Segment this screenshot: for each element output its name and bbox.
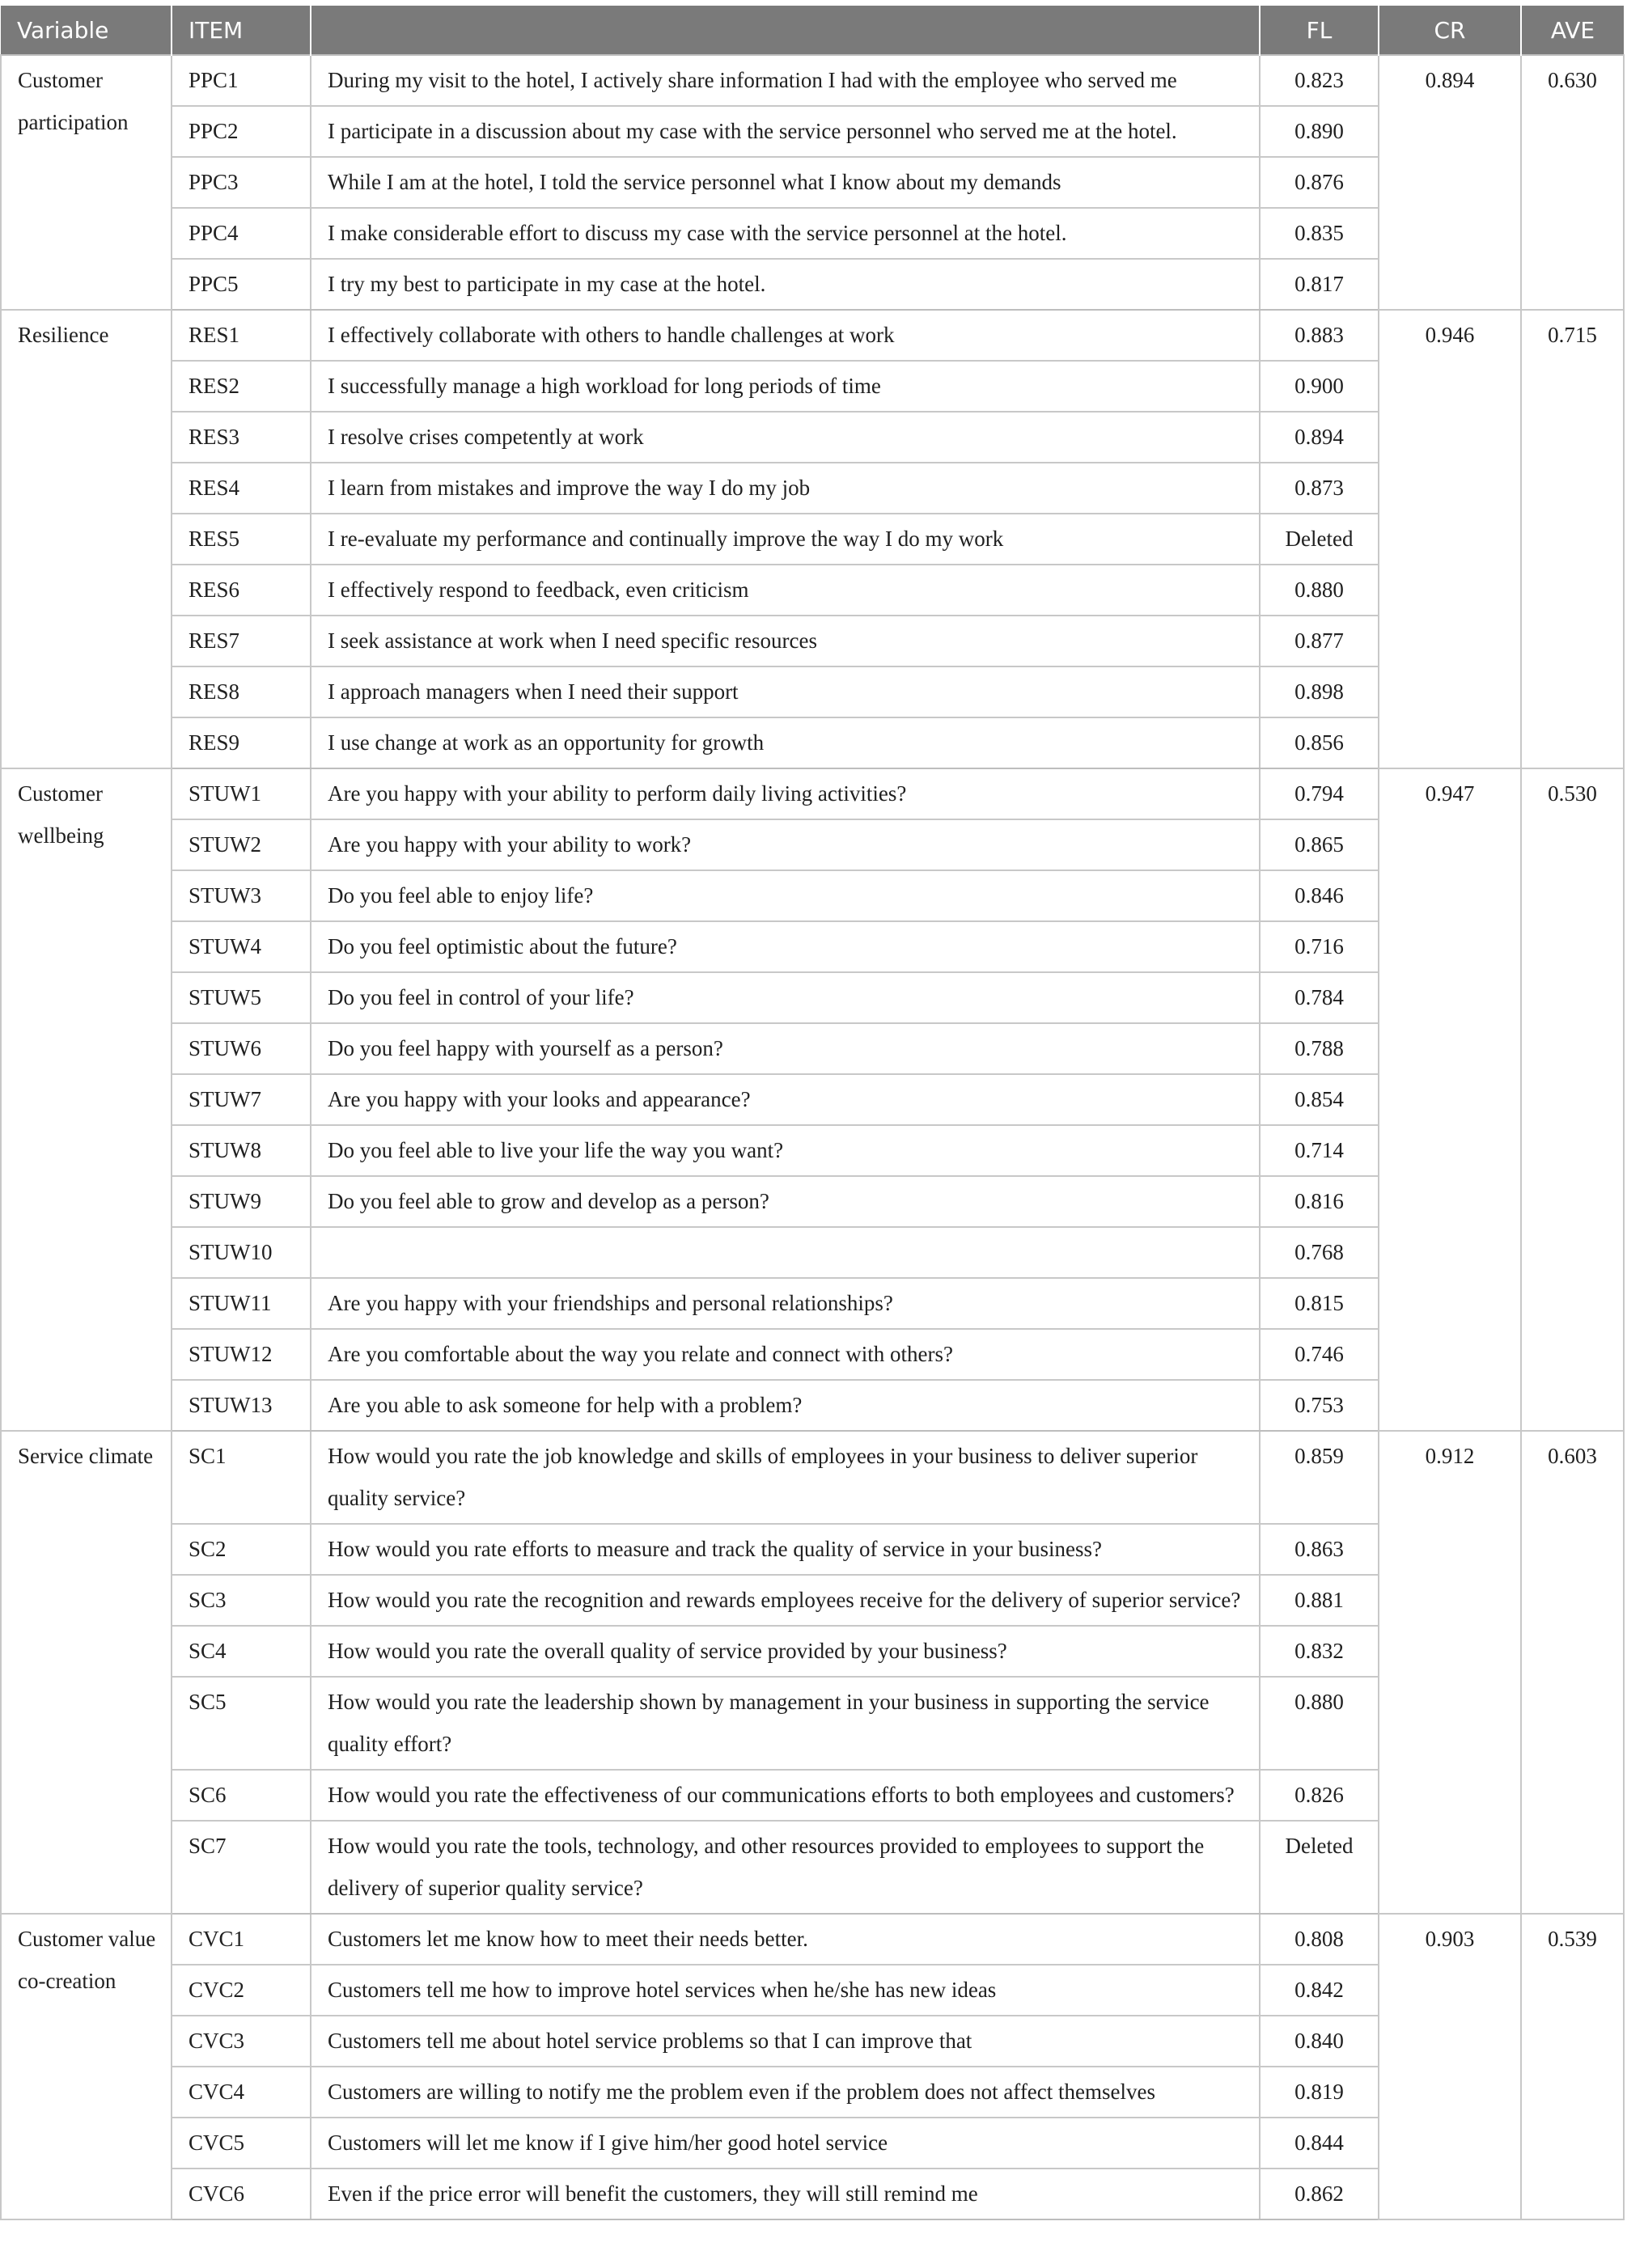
item-code-cell: RES7: [172, 616, 311, 666]
factor-loading-cell: 0.746: [1260, 1329, 1379, 1380]
factor-loading-cell: 0.835: [1260, 208, 1379, 259]
factor-loading-cell: 0.753: [1260, 1380, 1379, 1431]
item-code-cell: STUW12: [172, 1329, 311, 1380]
variable-cell: Customer participation: [1, 55, 172, 310]
item-code-cell: RES1: [172, 310, 311, 361]
item-statement-cell: [311, 1227, 1260, 1278]
composite-reliability-cell: 0.946: [1379, 310, 1521, 768]
item-code-cell: RES8: [172, 666, 311, 717]
factor-loading-cell: 0.826: [1260, 1770, 1379, 1821]
header-item: ITEM: [172, 6, 311, 55]
ave-cell: 0.603: [1521, 1431, 1624, 1914]
ave-cell: 0.530: [1521, 768, 1624, 1431]
item-code-cell: STUW2: [172, 819, 311, 870]
composite-reliability-cell: 0.912: [1379, 1431, 1521, 1914]
table-row: [1, 310, 1624, 361]
factor-loading-cell: 0.898: [1260, 666, 1379, 717]
item-statement-cell: How would you rate the effectiveness of our communications efforts to both employees and customers?: [311, 1770, 1260, 1821]
factor-loading-cell: 0.768: [1260, 1227, 1379, 1278]
item-statement-cell: Are you happy with your looks and appearance?: [311, 1074, 1260, 1125]
factor-loading-cell: 0.877: [1260, 616, 1379, 666]
item-statement-cell: During my visit to the hotel, I actively share information I had with the employee who served me: [311, 55, 1260, 106]
item-statement-cell: How would you rate the leadership shown by management in your business in supporting the service quality effort?: [311, 1677, 1260, 1770]
factor-loading-cell: 0.876: [1260, 157, 1379, 208]
table-header-row: [1, 6, 1624, 55]
item-code-cell: STUW9: [172, 1176, 311, 1227]
item-statement-cell: Are you happy with your ability to perform daily living activities?: [311, 768, 1260, 819]
item-statement-cell: I effectively collaborate with others to handle challenges at work: [311, 310, 1260, 361]
item-statement-cell: Do you feel able to enjoy life?: [311, 870, 1260, 921]
factor-loading-cell: 0.788: [1260, 1023, 1379, 1074]
item-statement-cell: I re-evaluate my performance and continually improve the way I do my work: [311, 514, 1260, 565]
factor-loading-cell: Deleted: [1260, 514, 1379, 565]
item-statement-cell: Do you feel able to live your life the way you want?: [311, 1125, 1260, 1176]
factor-loading-cell: 0.854: [1260, 1074, 1379, 1125]
item-code-cell: PPC4: [172, 208, 311, 259]
item-code-cell: SC4: [172, 1626, 311, 1677]
ave-cell: 0.630: [1521, 55, 1624, 310]
item-code-cell: CVC5: [172, 2118, 311, 2169]
item-statement-cell: How would you rate the tools, technology, and other resources provided to employees to support the delivery of superior quality service?: [311, 1821, 1260, 1914]
header-ave: AVE: [1521, 6, 1624, 55]
item-code-cell: SC2: [172, 1524, 311, 1575]
factor-loading-cell: 0.863: [1260, 1524, 1379, 1575]
item-code-cell: SC5: [172, 1677, 311, 1770]
table-row: [1, 768, 1624, 819]
item-statement-cell: How would you rate efforts to measure and track the quality of service in your business?: [311, 1524, 1260, 1575]
header-cr: CR: [1379, 6, 1521, 55]
table-body: [1, 55, 1624, 2219]
item-code-cell: STUW4: [172, 921, 311, 972]
item-statement-cell: Do you feel optimistic about the future?: [311, 921, 1260, 972]
factor-loading-cell: 0.784: [1260, 972, 1379, 1023]
item-statement-cell: I successfully manage a high workload for long periods of time: [311, 361, 1260, 412]
header-variable: Variable: [1, 6, 172, 55]
item-statement-cell: Customers tell me about hotel service problems so that I can improve that: [311, 2016, 1260, 2067]
item-code-cell: RES2: [172, 361, 311, 412]
item-statement-cell: Are you happy with your friendships and personal relationships?: [311, 1278, 1260, 1329]
item-statement-cell: Customers tell me how to improve hotel services when he/she has new ideas: [311, 1965, 1260, 2016]
item-code-cell: RES6: [172, 565, 311, 616]
item-code-cell: CVC3: [172, 2016, 311, 2067]
item-code-cell: CVC1: [172, 1914, 311, 1965]
ave-cell: 0.539: [1521, 1914, 1624, 2219]
factor-loading-cell: 0.716: [1260, 921, 1379, 972]
item-code-cell: STUW13: [172, 1380, 311, 1431]
item-statement-cell: While I am at the hotel, I told the service personnel what I know about my demands: [311, 157, 1260, 208]
item-statement-cell: I resolve crises competently at work: [311, 412, 1260, 463]
item-code-cell: SC7: [172, 1821, 311, 1914]
item-code-cell: SC3: [172, 1575, 311, 1626]
item-statement-cell: How would you rate the recognition and rewards employees receive for the delivery of superior service?: [311, 1575, 1260, 1626]
factor-loading-cell: 0.881: [1260, 1575, 1379, 1626]
composite-reliability-cell: 0.894: [1379, 55, 1521, 310]
item-statement-cell: Do you feel in control of your life?: [311, 972, 1260, 1023]
factor-loading-cell: 0.819: [1260, 2067, 1379, 2118]
item-statement-cell: I effectively respond to feedback, even criticism: [311, 565, 1260, 616]
measurement-model-table: [0, 6, 1625, 2220]
item-code-cell: SC1: [172, 1431, 311, 1524]
factor-loading-cell: 0.714: [1260, 1125, 1379, 1176]
factor-loading-cell: 0.862: [1260, 2169, 1379, 2219]
item-code-cell: STUW1: [172, 768, 311, 819]
item-statement-cell: I seek assistance at work when I need specific resources: [311, 616, 1260, 666]
composite-reliability-cell: 0.947: [1379, 768, 1521, 1431]
item-code-cell: RES4: [172, 463, 311, 514]
item-statement-cell: Are you happy with your ability to work?: [311, 819, 1260, 870]
item-code-cell: CVC4: [172, 2067, 311, 2118]
factor-loading-cell: 0.900: [1260, 361, 1379, 412]
item-statement-cell: How would you rate the overall quality of service provided by your business?: [311, 1626, 1260, 1677]
factor-loading-cell: 0.880: [1260, 1677, 1379, 1770]
factor-loading-cell: 0.816: [1260, 1176, 1379, 1227]
factor-loading-cell: 0.832: [1260, 1626, 1379, 1677]
factor-loading-cell: 0.823: [1260, 55, 1379, 106]
factor-loading-cell: 0.894: [1260, 412, 1379, 463]
item-statement-cell: Customers will let me know if I give him/her good hotel service: [311, 2118, 1260, 2169]
item-statement-cell: I make considerable effort to discuss my case with the service personnel at the hotel.: [311, 208, 1260, 259]
item-code-cell: RES5: [172, 514, 311, 565]
item-code-cell: CVC2: [172, 1965, 311, 2016]
factor-loading-cell: 0.859: [1260, 1431, 1379, 1524]
factor-loading-cell: 0.865: [1260, 819, 1379, 870]
factor-loading-cell: 0.840: [1260, 2016, 1379, 2067]
item-statement-cell: Even if the price error will benefit the customers, they will still remind me: [311, 2169, 1260, 2219]
factor-loading-cell: 0.846: [1260, 870, 1379, 921]
variable-cell: Customer value co-creation: [1, 1914, 172, 2219]
item-code-cell: STUW7: [172, 1074, 311, 1125]
item-code-cell: PPC2: [172, 106, 311, 157]
factor-loading-cell: 0.794: [1260, 768, 1379, 819]
item-statement-cell: Are you comfortable about the way you relate and connect with others?: [311, 1329, 1260, 1380]
item-code-cell: STUW10: [172, 1227, 311, 1278]
variable-cell: Customer wellbeing: [1, 768, 172, 1431]
factor-loading-cell: 0.815: [1260, 1278, 1379, 1329]
factor-loading-cell: 0.880: [1260, 565, 1379, 616]
item-statement-cell: Do you feel happy with yourself as a person?: [311, 1023, 1260, 1074]
item-statement-cell: Customers are willing to notify me the problem even if the problem does not affect themselves: [311, 2067, 1260, 2118]
factor-loading-cell: 0.844: [1260, 2118, 1379, 2169]
header-fl: FL: [1260, 6, 1379, 55]
factor-loading-cell: 0.873: [1260, 463, 1379, 514]
table-row: [1, 55, 1624, 106]
item-code-cell: STUW6: [172, 1023, 311, 1074]
item-code-cell: STUW8: [172, 1125, 311, 1176]
factor-loading-cell: 0.817: [1260, 259, 1379, 310]
factor-loading-cell: Deleted: [1260, 1821, 1379, 1914]
item-code-cell: STUW3: [172, 870, 311, 921]
item-code-cell: PPC5: [172, 259, 311, 310]
item-code-cell: RES3: [172, 412, 311, 463]
item-statement-cell: Are you able to ask someone for help with a problem?: [311, 1380, 1260, 1431]
item-code-cell: SC6: [172, 1770, 311, 1821]
item-statement-cell: How would you rate the job knowledge and skills of employees in your business to deliver superior quality service?: [311, 1431, 1260, 1524]
factor-loading-cell: 0.842: [1260, 1965, 1379, 2016]
item-code-cell: PPC3: [172, 157, 311, 208]
item-statement-cell: Do you feel able to grow and develop as a person?: [311, 1176, 1260, 1227]
table-row: [1, 1431, 1624, 1524]
item-statement-cell: I learn from mistakes and improve the way I do my job: [311, 463, 1260, 514]
item-code-cell: STUW5: [172, 972, 311, 1023]
item-statement-cell: Customers let me know how to meet their needs better.: [311, 1914, 1260, 1965]
ave-cell: 0.715: [1521, 310, 1624, 768]
factor-loading-cell: 0.856: [1260, 717, 1379, 768]
factor-loading-cell: 0.808: [1260, 1914, 1379, 1965]
factor-loading-cell: 0.890: [1260, 106, 1379, 157]
item-statement-cell: I approach managers when I need their support: [311, 666, 1260, 717]
item-code-cell: STUW11: [172, 1278, 311, 1329]
item-statement-cell: I participate in a discussion about my case with the service personnel who served me at the hotel.: [311, 106, 1260, 157]
item-statement-cell: I try my best to participate in my case at the hotel.: [311, 259, 1260, 310]
item-code-cell: CVC6: [172, 2169, 311, 2219]
item-code-cell: RES9: [172, 717, 311, 768]
variable-cell: Resilience: [1, 310, 172, 768]
item-statement-cell: I use change at work as an opportunity for growth: [311, 717, 1260, 768]
item-code-cell: PPC1: [172, 55, 311, 106]
table-row: [1, 1914, 1624, 1965]
composite-reliability-cell: 0.903: [1379, 1914, 1521, 2219]
factor-loading-cell: 0.883: [1260, 310, 1379, 361]
header-statement: [311, 6, 1260, 55]
variable-cell: Service climate: [1, 1431, 172, 1914]
